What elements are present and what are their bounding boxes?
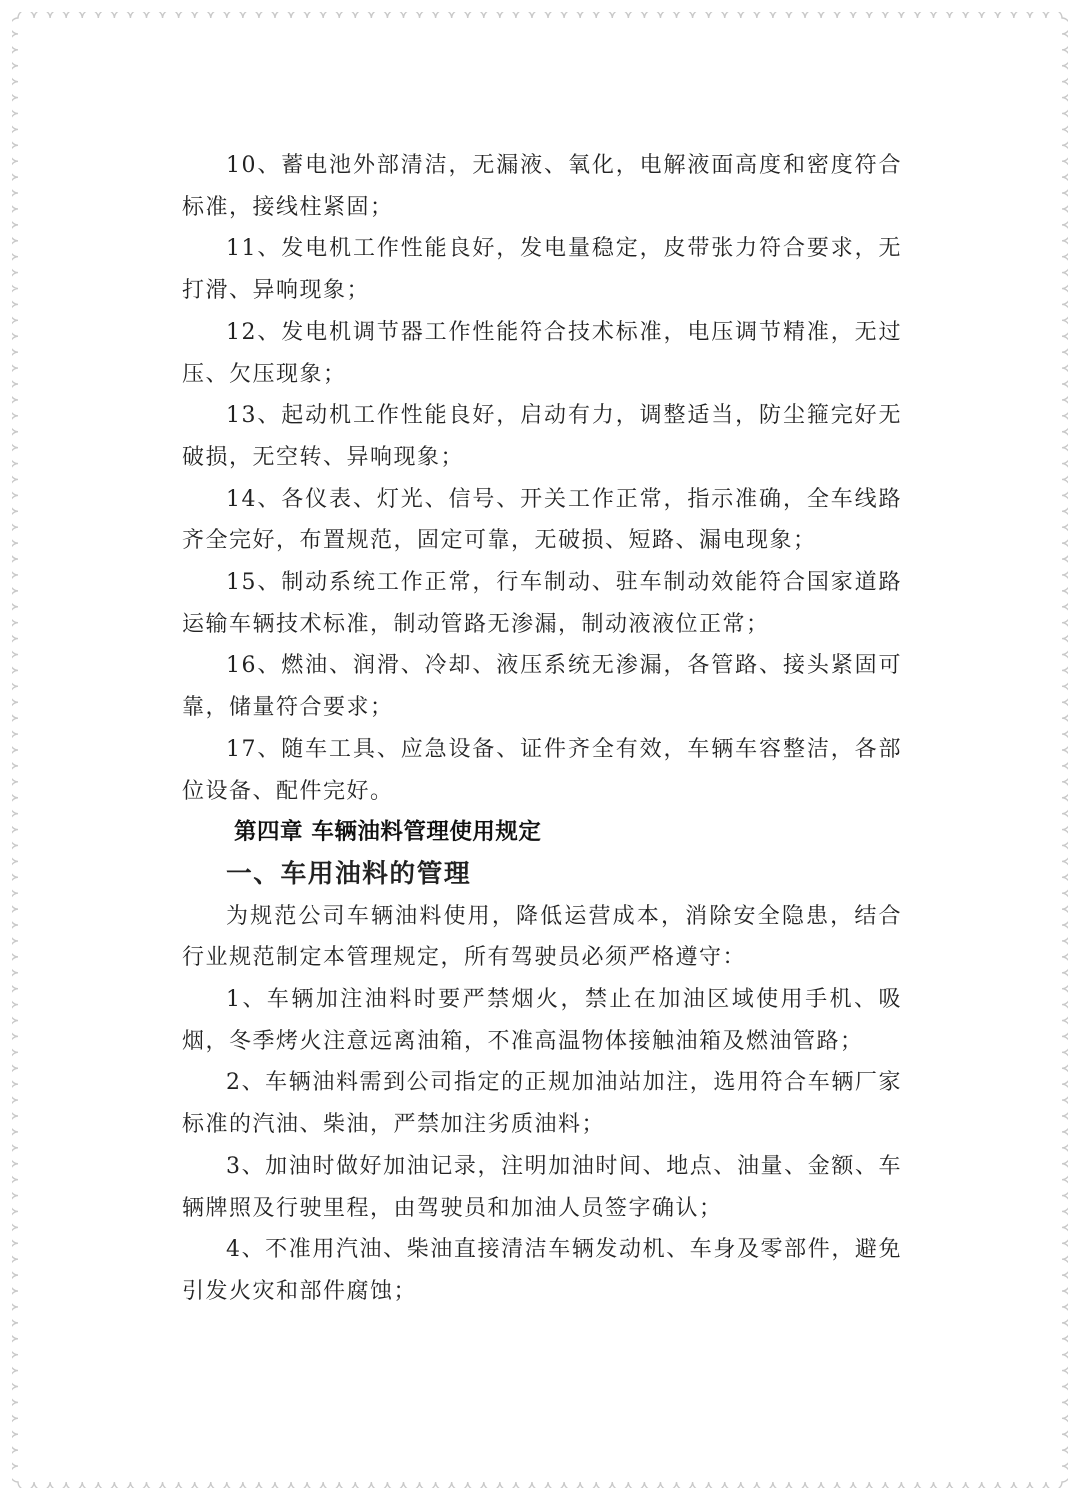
list-item: 15、制动系统工作正常，行车制动、驻车制动效能符合国家道路运输车辆技术标准，制动管路无渗漏，制动液液位正常； (182, 570, 902, 637)
list-item: 1、车辆加注油料时要严禁烟火，禁止在加油区域使用手机、吸烟，冬季烤火注意远离油箱，不准高温物体接触油箱及燃油管路； (182, 987, 902, 1054)
list-item: 17、随车工具、应急设备、证件齐全有效，车辆车容整洁，各部位设备、配件完好。 (182, 736, 902, 804)
list-item: 10、蓄电池外部清洁，无漏液、氧化，电解液面高度和密度符合标准，接线柱紧固； (182, 153, 902, 220)
list-item: 11、发电机工作性能良好，发电量稳定，皮带张力符合要求，无打滑、异响现象； (182, 236, 902, 304)
chapter-heading: 第四章 车辆油料管理使用规定 (234, 819, 542, 846)
list-item: 3、加油时做好加油记录，注明加油时间、地点、油量、金额、车辆牌照及行驶里程，由驾驶员和加油人员签字确认； (182, 1153, 902, 1221)
section-heading: 一、车用油料的管理 (226, 858, 472, 889)
list-item: 13、起动机工作性能良好，启动有力，调整适当，防尘箍完好无破损，无空转、异响现象； (182, 403, 902, 470)
intro-paragraph: 为规范公司车辆油料使用，降低运营成本，消除安全隐患，结合行业规范制定本管理规定，所有驾驶员必须严格遵守： (182, 903, 902, 971)
list-item: 12、发电机调节器工作性能符合技术标准，电压调节精准，无过压、欠压现象； (182, 319, 902, 387)
document-body (182, 145, 902, 1313)
list-item: 16、燃油、润滑、冷却、液压系统无渗漏，各管路、接头紧固可靠，储量符合要求； (182, 653, 902, 721)
list-item: 14、各仪表、灯光、信号、开关工作正常，指示准确，全车线路齐全完好，布置规范，固定可靠，无破损、短路、漏电现象； (182, 486, 902, 554)
list-item: 2、车辆油料需到公司指定的正规加油站加注，选用符合车辆厂家标准的汽油、柴油，严禁加注劣质油料； (182, 1070, 902, 1138)
list-item: 4、不准用汽油、柴油直接清洁车辆发动机、车身及零部件，避免引发火灾和部件腐蚀； (182, 1237, 902, 1304)
